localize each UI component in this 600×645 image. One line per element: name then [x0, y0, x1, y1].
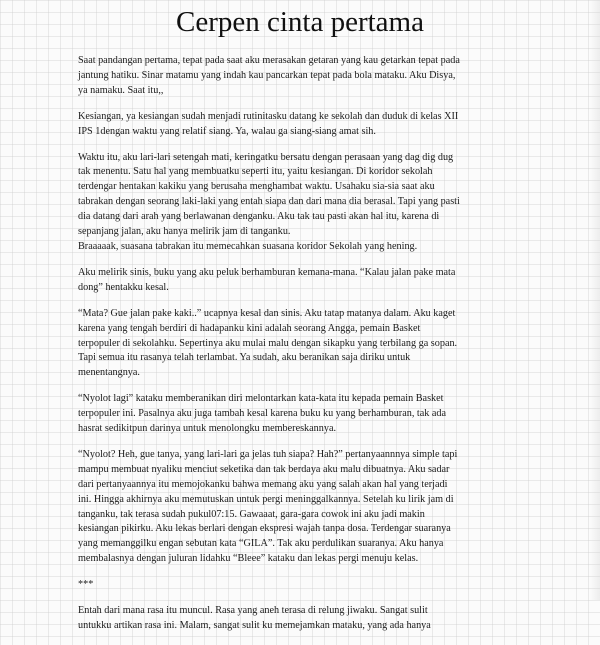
page-edge-shadow — [590, 0, 600, 600]
story-paragraph — [78, 448, 528, 567]
text-line: mampu membuat nyaliku menciut seketika dan tak berdaya aku malu dibuatnya. Aku sadar — [78, 463, 450, 475]
text-line: tabrakan dengan seorang laki-laki yang entah siapa dan dari mana dia berasal. Tapi yang pasti — [78, 196, 460, 208]
text-line: kesiangan pikirku. Aku lekas berlari dengan ekspresi wajah tanpa dosa. Terdengar suaranya — [78, 523, 451, 535]
text-line: dia datang dari arah yang berlawanan denganku. Aku tak tau pasti akan hal itu, karena di — [78, 211, 440, 223]
text-line: terdengar hentakan kakiku yang berusaha menghambat waktu. Usahaku sia-sia saat aku — [78, 181, 435, 193]
text-line: sepanjang jalan, aku hanya melirik jam di tanganku. — [78, 226, 291, 238]
story-paragraph — [78, 578, 528, 593]
story-paragraph — [78, 54, 528, 99]
text-line: dari pertanyaannya itu memojokanku bahwa memang aku yang salah akan hal yang terjadi — [78, 478, 448, 490]
text-line: “Mata? Gue jalan pake kaki..” ucapnya kesal dan sinis. Aku tatap matanya dalam. Aku kaget — [78, 307, 456, 319]
text-line: menentangnya. — [78, 367, 140, 379]
text-line: Saat pandangan pertama, tepat pada saat aku merasakan getaran yang kau getarkan tepat pada — [78, 55, 460, 66]
story-paragraph — [78, 266, 528, 296]
text-line: tak menentu. Satu hal yang membuatku seperti itu, yaitu kesiangan. Di koridor sekolah — [78, 166, 433, 178]
text-line: karena yang tengah berdiri di hadapanku kini adalah seorang Angga, pemain Basket — [78, 322, 421, 334]
text-line: jantung hatiku. Sinar matamu yang indah kau pancarkan tepat pada bola mataku. Aku Disya, — [78, 69, 456, 81]
text-line: untukku artikan rasa ini. Malam, sangat sulit ku memejamkan mataku, yang ada hanya — [78, 620, 431, 631]
text-line: “Nyolot? Heh, gue tanya, yang lari-lari ga jelas tuh siapa? Hah?” pertanyaannnya simple tapi — [78, 448, 458, 460]
text-line: Kesiangan, ya kesiangan sudah menjadi rutinitasku datang ke sekolah dan duduk di kelas XII — [78, 110, 459, 122]
text-line: hasrat sedikitpun darinya untuk menolongku membereskannya. — [78, 423, 337, 435]
text-line: dong” hentakku kesal. — [78, 281, 169, 293]
text-line: Aku melirik sinis, buku yang aku peluk berhamburan kemana-mana. “Kalau jalan pake mata — [78, 266, 456, 278]
text-line: tanganku, tak terasa sudah pukul07:15. Gawaaat, gara-gara cowok ini aku jadi makin — [78, 508, 425, 520]
text-line: ya namaku. Saat itu,, — [78, 84, 164, 96]
text-line: Tapi semua itu rasanya telah terlambat. Ya sudah, aku beranikan saja diriku untuk — [78, 352, 411, 364]
story-paragraph — [78, 151, 528, 255]
story-paragraph — [78, 307, 528, 382]
text-line: Waktu itu, aku lari-lari setengah mati, keringatku bersatu dengan perasaan yang dag dig dug — [78, 151, 454, 163]
text-line: ini. Hingga akhirnya aku memutuskan untuk pergi meninggalkannya. Setelah ku lirik jam di — [78, 493, 454, 505]
text-line: membalasnya dengan juluran lidahku “Bleee” kataku dan lekas pergi menuju kelas. — [78, 553, 419, 565]
text-line: Entah dari mana rasa itu muncul. Rasa yang aneh terasa di relung jiwaku. Sangat sulit — [78, 605, 428, 617]
story-paragraph — [78, 392, 528, 437]
story-paragraph — [78, 110, 528, 140]
story-paragraph — [78, 604, 528, 634]
text-line: yang memanggilku engan sebutan kata “GILA”. Tak aku perdulikan suaranya. Aku hanya — [78, 538, 444, 550]
text-line: terpopuler di sekolahku. Sepertinya aku mulai malu dengan sikapku yang terbilang ga sopan. — [78, 337, 458, 349]
text-line: Braaaaak, suasana tabrakan itu memecahkan suasana koridor Sekolah yang hening. — [78, 240, 418, 252]
text-line: IPS 1dengan waktu yang relatif siang. Ya, walau ga siang-siang amat sih. — [78, 125, 376, 137]
page-title: Cerpen cinta pertama — [176, 6, 424, 38]
story-body — [78, 54, 528, 645]
text-line: *** — [78, 579, 94, 591]
text-line: “Nyolot lagi” kataku memberanikan diri melontarkan kata-kata itu kepada pemain Basket — [78, 393, 444, 405]
text-line: terpopuler ini. Pasalnya aku juga tambah kesal karena buku ku yang berhamburan, tak ada — [78, 408, 447, 420]
